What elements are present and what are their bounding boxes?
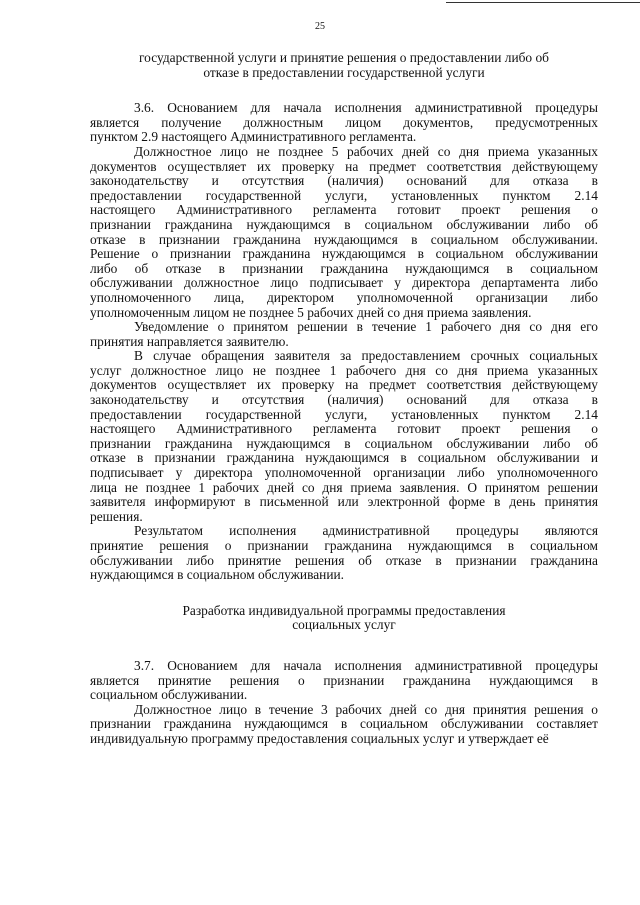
text-line: заявителя информируют в письменной или электронной форме в день принятия xyxy=(90,494,598,510)
text-line: предоставлении государственной услуги, установленных пунктом 2.14 xyxy=(90,187,598,203)
text-line: документов осуществляет их проверку на предмет соответствия действующему xyxy=(90,377,598,393)
text-line: признании гражданина нуждающимся в социальном обслуживании либо об xyxy=(90,435,598,451)
paragraph xyxy=(90,659,598,703)
top-border-line xyxy=(446,2,640,3)
text-line: является получение должностным лицом документов, предусмотренных xyxy=(90,114,598,130)
text-line: признании гражданина нуждающимся в социальном обслуживании либо об xyxy=(90,216,598,232)
paragraph xyxy=(90,349,598,524)
text-line: В случае обращения заявителя за предоставлением срочных социальных xyxy=(134,348,598,364)
text-line: обслуживании должностное лицо подписывает у директора департамента либо xyxy=(90,275,598,291)
text-line: решения. xyxy=(90,508,143,524)
text-line: предоставлении государственной услуги, установленных пунктом 2.14 xyxy=(90,406,598,422)
paragraph xyxy=(90,145,598,320)
heading-line: государственной услуги и принятие решения о предоставлении либо об xyxy=(139,50,549,65)
text-line: индивидуальную программу предоставления социальных услуг и утверждает её xyxy=(90,730,549,746)
text-line: документов осуществляет их проверку на предмет соответствия действующему xyxy=(90,158,598,174)
text-line: Решение о признании гражданина нуждающимся в социальном обслуживании xyxy=(90,246,598,262)
heading-line: Разработка индивидуальной программы предоставления xyxy=(182,602,506,618)
text-line: признании гражданина нуждающимся в социальном обслуживании составляет xyxy=(90,716,598,732)
paragraph-group-b xyxy=(90,659,598,747)
text-line: обслуживании либо принятие решения об отказе в признании гражданина xyxy=(90,552,598,568)
text-line: социальном обслуживании. xyxy=(90,687,248,703)
heading-line: отказе в предоставлении государственной услуги xyxy=(203,64,485,80)
text-line: принятия направляется заявителю. xyxy=(90,333,289,349)
text-line: подписывает у директора уполномоченной организации либо уполномоченного xyxy=(90,465,598,481)
text-line: лица не позднее 1 рабочих дней со дня приема заявления. О принятом решении xyxy=(90,479,598,495)
text-line: уполномоченным лицом не позднее 5 рабочих дней со дня приема заявления. xyxy=(90,304,532,320)
text-line: Должностное лицо в течение 3 рабочих дней со дня принятия решения о xyxy=(134,701,598,717)
heading-line: социальных услуг xyxy=(292,617,396,633)
text-line: либо об отказе в признании гражданина нуждающимся в социальном xyxy=(90,260,598,276)
text-line: нуждающимся в социальном обслуживании. xyxy=(90,567,345,583)
paragraph xyxy=(90,703,598,747)
text-line: законодательству и отсутствия (наличия) оснований для отказа в xyxy=(90,392,598,408)
section-heading-top xyxy=(90,51,598,80)
text-line: уполномоченного лица, директором уполномоченной организации либо xyxy=(90,289,598,305)
text-line: настоящего Административного регламента готовит проект решения о xyxy=(90,421,598,437)
text-line: принятие решения о признании гражданина нуждающимся в социальном xyxy=(90,538,598,553)
paragraph xyxy=(90,524,598,582)
text-line: услуг должностное лицо не позднее 1 рабочего дня со дня приема указанных xyxy=(90,362,598,378)
text-line: Должностное лицо не позднее 5 рабочих дней со дня приема указанных xyxy=(134,143,598,159)
text-line: 3.7. Основанием для начала исполнения административной процедуры xyxy=(134,657,598,673)
text-line: Результатом исполнения административной процедуры являются xyxy=(134,523,598,539)
section-heading-mid xyxy=(90,604,598,633)
page-number: 25 xyxy=(315,21,325,32)
text-line: Уведомление о принятом решении в течение 1 рабочего дня со дня его xyxy=(134,319,598,335)
document-body xyxy=(90,51,598,747)
paragraph xyxy=(90,320,598,349)
paragraph-group-a xyxy=(90,101,598,583)
text-line: отказе в признании гражданина нуждающимся в социальном обслуживании и xyxy=(90,450,598,466)
text-line: пунктом 2.9 настоящего Административного регламента. xyxy=(90,129,417,145)
text-line: 3.6. Основанием для начала исполнения административной процедуры xyxy=(134,100,598,116)
paragraph xyxy=(90,101,598,145)
text-line: отказе в признании гражданина нуждающимся в социальном обслуживании. xyxy=(90,231,598,247)
text-line: является принятие решения о признании гражданина нуждающимся в xyxy=(90,672,598,688)
text-line: настоящего Административного регламента готовит проект решения о xyxy=(90,202,598,218)
text-line: законодательству и отсутствия (наличия) оснований для отказа в xyxy=(90,173,598,189)
